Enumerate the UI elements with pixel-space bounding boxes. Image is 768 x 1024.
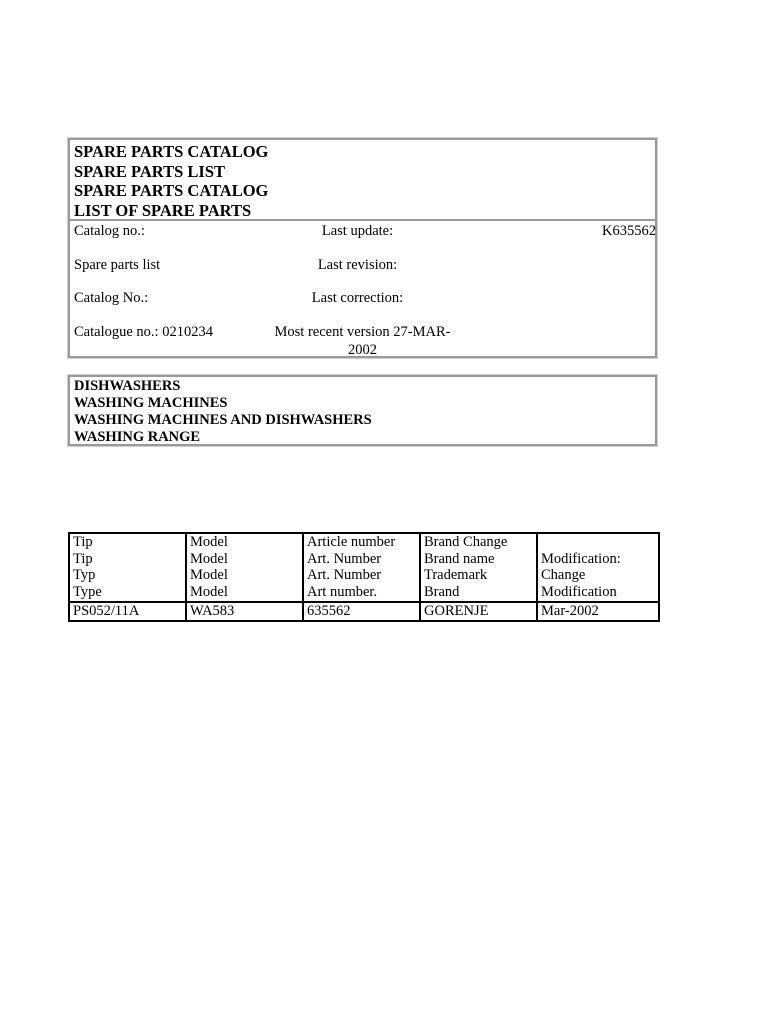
catalog-title-4: LIST OF SPARE PARTS bbox=[74, 200, 252, 220]
header-line: Tip bbox=[73, 550, 93, 567]
category-line-2: WASHING MACHINES bbox=[74, 395, 228, 411]
header-line: Modification: bbox=[541, 550, 621, 567]
header-line: Brand bbox=[424, 583, 460, 600]
catalog-title-3: SPARE PARTS CATALOG bbox=[74, 181, 269, 200]
header-line bbox=[541, 534, 658, 551]
cell-model: WA583 bbox=[186, 602, 303, 621]
last-update-label: Last update: bbox=[321, 223, 394, 239]
parts-table bbox=[68, 532, 660, 622]
header-cell-modification bbox=[537, 533, 659, 602]
header-line: Model bbox=[190, 550, 228, 567]
most-recent-version-line1: Most recent version 27-MAR- bbox=[274, 324, 451, 340]
cell-brand: GORENJE bbox=[420, 602, 537, 621]
table-row bbox=[69, 602, 659, 621]
header-cell-brand bbox=[420, 533, 537, 602]
category-line-3: WASHING MACHINES AND DISHWASHERS bbox=[74, 412, 372, 428]
header-line: Brand Change bbox=[424, 534, 508, 550]
catalog-code: K635562 bbox=[602, 223, 656, 239]
catalog-no-label-2: Catalog No.: bbox=[74, 290, 149, 306]
category-line-1: DISHWASHERS bbox=[74, 378, 181, 394]
cell-article-number: 635562 bbox=[303, 602, 420, 621]
header-line: Art. Number bbox=[307, 567, 382, 584]
category-line-4: WASHING RANGE bbox=[74, 429, 201, 445]
spare-parts-list-label: Spare parts list bbox=[74, 257, 161, 273]
catalog-no-label: Catalog no.: bbox=[74, 223, 145, 239]
header-line: Model bbox=[190, 583, 228, 600]
most-recent-version-line2: 2002 bbox=[348, 342, 377, 358]
header-line: Art number. bbox=[307, 583, 378, 600]
last-revision-label: Last revision: bbox=[317, 257, 398, 273]
header-cell-type bbox=[69, 533, 186, 602]
header-line: Article number bbox=[307, 534, 396, 550]
header-line: Modification bbox=[541, 583, 617, 600]
header-line: Trademark bbox=[424, 567, 488, 584]
cell-type: PS052/11A bbox=[69, 602, 186, 621]
header-line: Change bbox=[541, 567, 586, 584]
header-line: Model bbox=[190, 567, 228, 584]
catalog-title-2: SPARE PARTS LIST bbox=[74, 161, 226, 181]
cell-modification: Mar-2002 bbox=[537, 602, 659, 621]
header-line: Art. Number bbox=[307, 550, 382, 567]
last-correction-label: Last correction: bbox=[311, 290, 404, 306]
header-line: Brand name bbox=[424, 550, 495, 567]
header-line: Type bbox=[73, 583, 102, 600]
header-cell-article-number bbox=[303, 533, 420, 602]
header-line: Tip bbox=[73, 534, 93, 550]
catalog-header-box bbox=[68, 138, 657, 358]
catalog-title-1: SPARE PARTS CATALOG bbox=[74, 142, 269, 161]
table-header-row bbox=[69, 533, 659, 602]
header-line: Typ bbox=[73, 567, 96, 584]
header-line: Model bbox=[190, 534, 228, 550]
product-category-box bbox=[68, 375, 657, 446]
catalog-titles bbox=[70, 140, 655, 221]
header-cell-model bbox=[186, 533, 303, 602]
catalogue-number: Catalogue no.: 0210234 bbox=[74, 324, 213, 340]
